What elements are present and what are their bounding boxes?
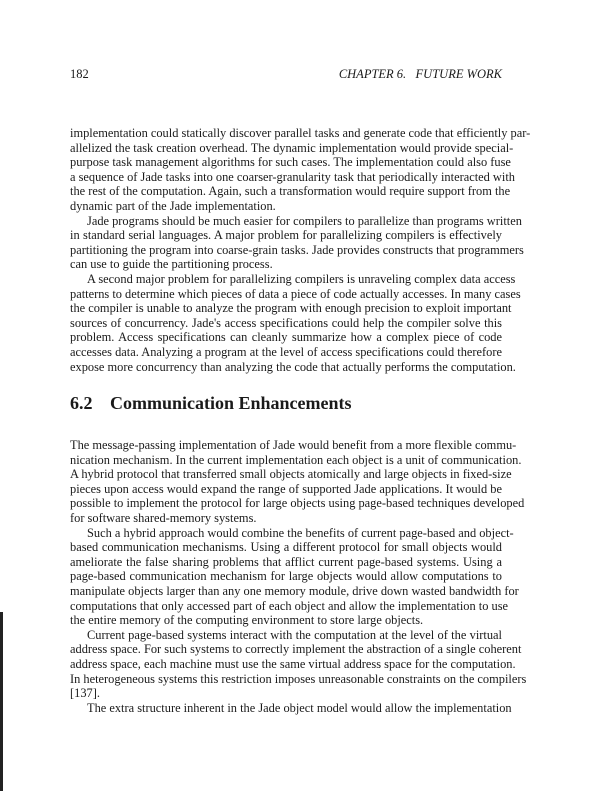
text-line: ameliorate the false sharing problems that afflict current page-based systems. Using a: [70, 554, 502, 569]
running-header: CHAPTER 6. FUTURE WORK: [338, 67, 502, 81]
text-line: allelized the task creation overhead. The dynamic implementation would provide special-: [70, 140, 514, 155]
text-line: nication mechanism. In the current implementation each object is a unit of communication.: [70, 452, 522, 467]
text-line: page-based communication mechanism for large objects would allow computations to: [70, 569, 502, 584]
text-line: expose more concurrency than analyzing the code that actually performs the computation.: [70, 359, 516, 374]
text-line: partitioning the program into coarse-grain tasks. Jade provides constructs that programmers: [70, 242, 524, 257]
paragraph: [70, 213, 524, 272]
text-line: the entire memory of the computing environment to store large objects.: [70, 613, 424, 628]
paragraph: [70, 438, 525, 526]
text-line: [137].: [70, 686, 100, 701]
text-line: address space. For such systems to correctly implement the abstraction of a single coherent: [70, 642, 522, 657]
text-line: the rest of the computation. Again, such a transformation would require support from the: [70, 184, 511, 199]
text-line: pieces upon access would expand the range of supported Jade applications. It would be: [70, 481, 502, 496]
text-line: possible to implement the protocol for large objects using page-based techniques developed: [70, 496, 525, 511]
text-line: a sequence of Jade tasks into one coarser-granularity task that periodically interacted with: [70, 169, 515, 184]
text-line: implementation could statically discover parallel tasks and generate code that efficiently par-: [70, 126, 531, 140]
text-line: Jade programs should be much easier for compilers to parallelize than programs written: [87, 213, 522, 228]
text-line: The extra structure inherent in the Jade object model would allow the implementation: [87, 700, 512, 715]
text-line: The message-passing implementation of Jade would benefit from a more flexible commu-: [70, 438, 517, 452]
text-line: accesses data. Analyzing a program at the level of access specifications could therefore: [70, 344, 502, 359]
text-line: purpose task management algorithms for such cases. The implementation could also fuse: [70, 155, 511, 170]
body-text-section: [70, 438, 527, 715]
body-text-before-section: [70, 126, 531, 374]
text-line: in standard serial languages. A major problem for parallelizing compilers is effectively: [70, 228, 502, 243]
text-line: the compiler is unable to analyze the program with enough precision to exploit important: [70, 301, 512, 316]
text-line: manipulate objects larger than any one memory module, drive down wasted bandwidth for: [70, 583, 519, 598]
section-number: 6.2: [70, 393, 93, 413]
paragraph: [70, 271, 521, 374]
text-line: computations that only accessed part of each object and allow the implementation to use: [70, 598, 509, 613]
page-number: 182: [70, 67, 89, 81]
paragraph: [70, 700, 512, 716]
section-title: Communication Enhancements: [110, 393, 352, 413]
text-line: In heterogeneous systems this restriction imposes unreasonable constraints on the compilers: [70, 671, 527, 686]
paragraph: [70, 525, 519, 628]
text-line: problem. Access specifications can cleanly summarize how a complex piece of code: [70, 330, 502, 345]
text-line: address space, each machine must use the same virtual address space for the computation.: [70, 656, 516, 671]
scan-edge: [0, 612, 3, 791]
text-line: Current page-based systems interact with the computation at the level of the virtual: [87, 627, 502, 642]
text-line: can use to guide the partitioning process.: [70, 257, 273, 272]
text-line: sources of concurrency. Jade's access specifications could help the compiler solve this: [70, 315, 502, 330]
section-heading: [70, 393, 352, 414]
text-line: Such a hybrid approach would combine the benefits of current page-based and object-: [87, 525, 514, 540]
text-line: for software shared-memory systems.: [70, 510, 257, 525]
text-line: dynamic part of the Jade implementation.: [70, 198, 276, 213]
text-line: based communication mechanisms. Using a different protocol for small objects would: [70, 540, 502, 555]
text-line: patterns to determine which pieces of data a piece of code actually accesses. In many cases: [70, 286, 521, 301]
text-line: A second major problem for parallelizing compilers is unraveling complex data access: [87, 271, 516, 286]
text-line: A hybrid protocol that transferred small objects atomically and large objects in fixed-size: [70, 467, 512, 482]
paragraph: [70, 126, 531, 214]
paragraph: [70, 627, 527, 701]
